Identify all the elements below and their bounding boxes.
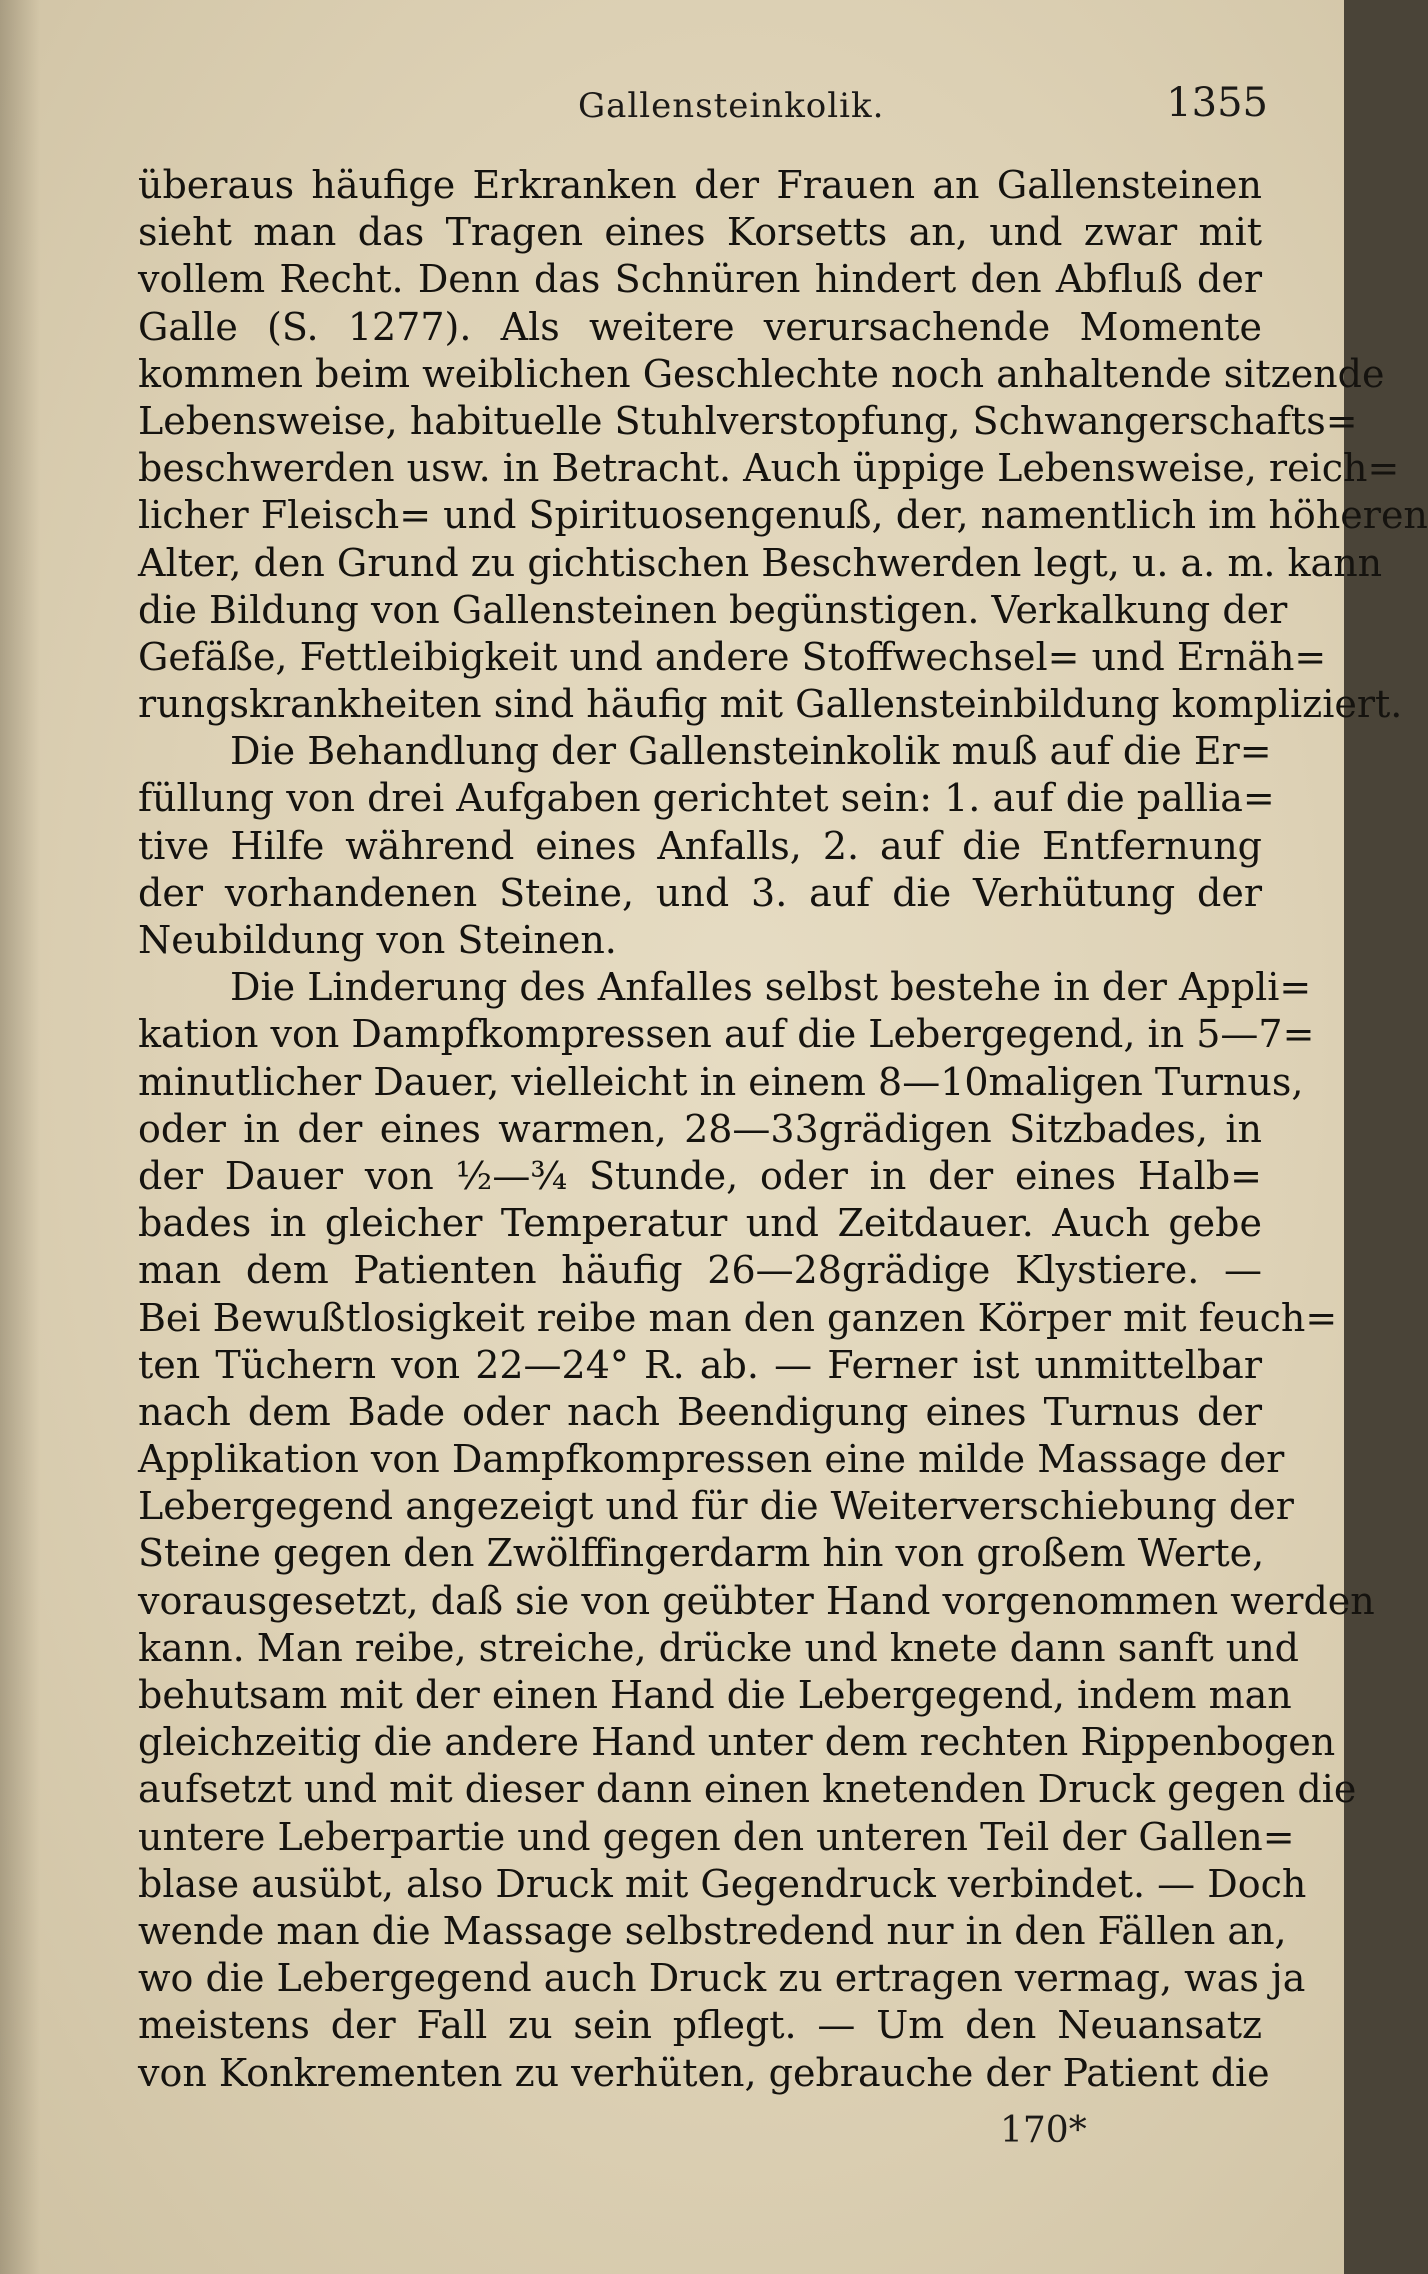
text-line: Lebensweise, habituelle Stuhlverstopfung, Schwangerschafts=	[138, 398, 1358, 443]
text-line: behutsam mit der einen Hand die Lebergegend, indem man	[138, 1673, 1292, 1717]
text-line: sieht man das Tragen eines Korsetts an, und zwar mit	[138, 210, 1262, 255]
running-title: Gallensteinkolik.	[578, 86, 885, 126]
text-line: ten Tüchern von 22—24° R. ab. — Ferner ist unmittelbar	[138, 1342, 1262, 1387]
text-line: Steine gegen den Zwölffingerdarm hin von großem Werte,	[138, 1531, 1265, 1576]
text-line: Die Behandlung der Gallensteinkolik muß auf die Er=	[230, 729, 1272, 774]
text-line: bades in gleicher Temperatur und Zeitdauer. Auch gebe	[138, 1201, 1262, 1246]
text-line: licher Fleisch= und Spirituosengenuß, der, namentlich im höheren	[138, 493, 1428, 538]
page-header	[138, 78, 1268, 134]
text-line: rungskrankheiten sind häufig mit Gallensteinbildung kompliziert.	[138, 682, 1403, 727]
text-line: kation von Dampfkompressen auf die Lebergegend, in 5—7=	[138, 1012, 1315, 1057]
text-line: Bei Bewußtlosigkeit reibe man den ganzen Körper mit feuch=	[138, 1295, 1338, 1340]
text-line: Lebergegend angezeigt und für die Weiterverschiebung der	[138, 1484, 1294, 1529]
text-line: vollem Recht. Denn das Schnüren hindert den Abfluß der	[138, 257, 1262, 302]
text-line: kommen beim weiblichen Geschlechte noch anhaltende sitzende	[138, 351, 1385, 396]
text-line: die Bildung von Gallensteinen begünstigen. Verkalkung der	[138, 587, 1288, 632]
text-line: aufsetzt und mit dieser dann einen knetenden Druck gegen die	[138, 1767, 1357, 1812]
text-line: wende man die Massage selbstredend nur in den Fällen an,	[138, 1908, 1287, 1953]
text-line: untere Leberpartie und gegen den unteren Teil der Gallen=	[138, 1814, 1295, 1859]
text-line: von Konkrementen zu verhüten, gebrauche der Patient die	[138, 2050, 1270, 2095]
text-line: füllung von drei Aufgaben gerichtet sein: 1. auf die pallia=	[138, 776, 1275, 821]
text-line: blase ausübt, also Druck mit Gegendruck verbindet. — Doch	[138, 1861, 1307, 1906]
printer-signature: 170*	[1000, 2110, 1087, 2151]
text-line: kann. Man reibe, streiche, drücke und knete dann sanft und	[138, 1625, 1300, 1670]
body-text	[138, 162, 1428, 2097]
text-line: meistens der Fall zu sein pflegt. — Um den Neuansatz	[138, 2003, 1262, 2048]
text-line: Neubildung von Steinen.	[138, 918, 617, 962]
text-line: nach dem Bade oder nach Beendigung eines Turnus der	[138, 1389, 1262, 1434]
text-line: Galle (S. 1277). Als weitere verursachende Momente	[138, 304, 1262, 349]
text-line: Applikation von Dampfkompressen eine milde Massage der	[138, 1437, 1285, 1482]
text-line: überaus häufige Erkranken der Frauen an Gallensteinen	[138, 163, 1262, 207]
text-line: wo die Lebergegend auch Druck zu ertragen vermag, was ja	[138, 1956, 1306, 2001]
text-line: gleichzeitig die andere Hand unter dem rechten Rippenbogen	[138, 1720, 1336, 1765]
text-line: man dem Patienten häufig 26—28grädige Klystiere. —	[138, 1248, 1262, 1293]
text-line: oder in der eines warmen, 28—33grädigen Sitzbades, in	[138, 1106, 1262, 1151]
text-line: minutlicher Dauer, vielleicht in einem 8—10maligen Turnus,	[138, 1059, 1304, 1104]
text-line: der vorhandenen Steine, und 3. auf die Verhütung der	[138, 870, 1262, 915]
page-number: 1355	[1166, 80, 1268, 126]
text-line: beschwerden usw. in Betracht. Auch üppige Lebensweise, reich=	[138, 446, 1400, 491]
text-line: Alter, den Grund zu gichtischen Beschwerden legt, u. a. m. kann	[138, 540, 1383, 585]
text-line: Gefäße, Fettleibigkeit und andere Stoffwechsel= und Ernäh=	[138, 634, 1327, 679]
text-line: tive Hilfe während eines Anfalls, 2. auf die Entfernung	[138, 823, 1262, 868]
text-line: der Dauer von ½—¾ Stunde, oder in der eines Halb=	[138, 1153, 1262, 1198]
text-line: vorausgesetzt, daß sie von geübter Hand vorgenommen werden	[138, 1578, 1375, 1623]
text-line: Die Linderung des Anfalles selbst bestehe in der Appli=	[230, 965, 1312, 1010]
